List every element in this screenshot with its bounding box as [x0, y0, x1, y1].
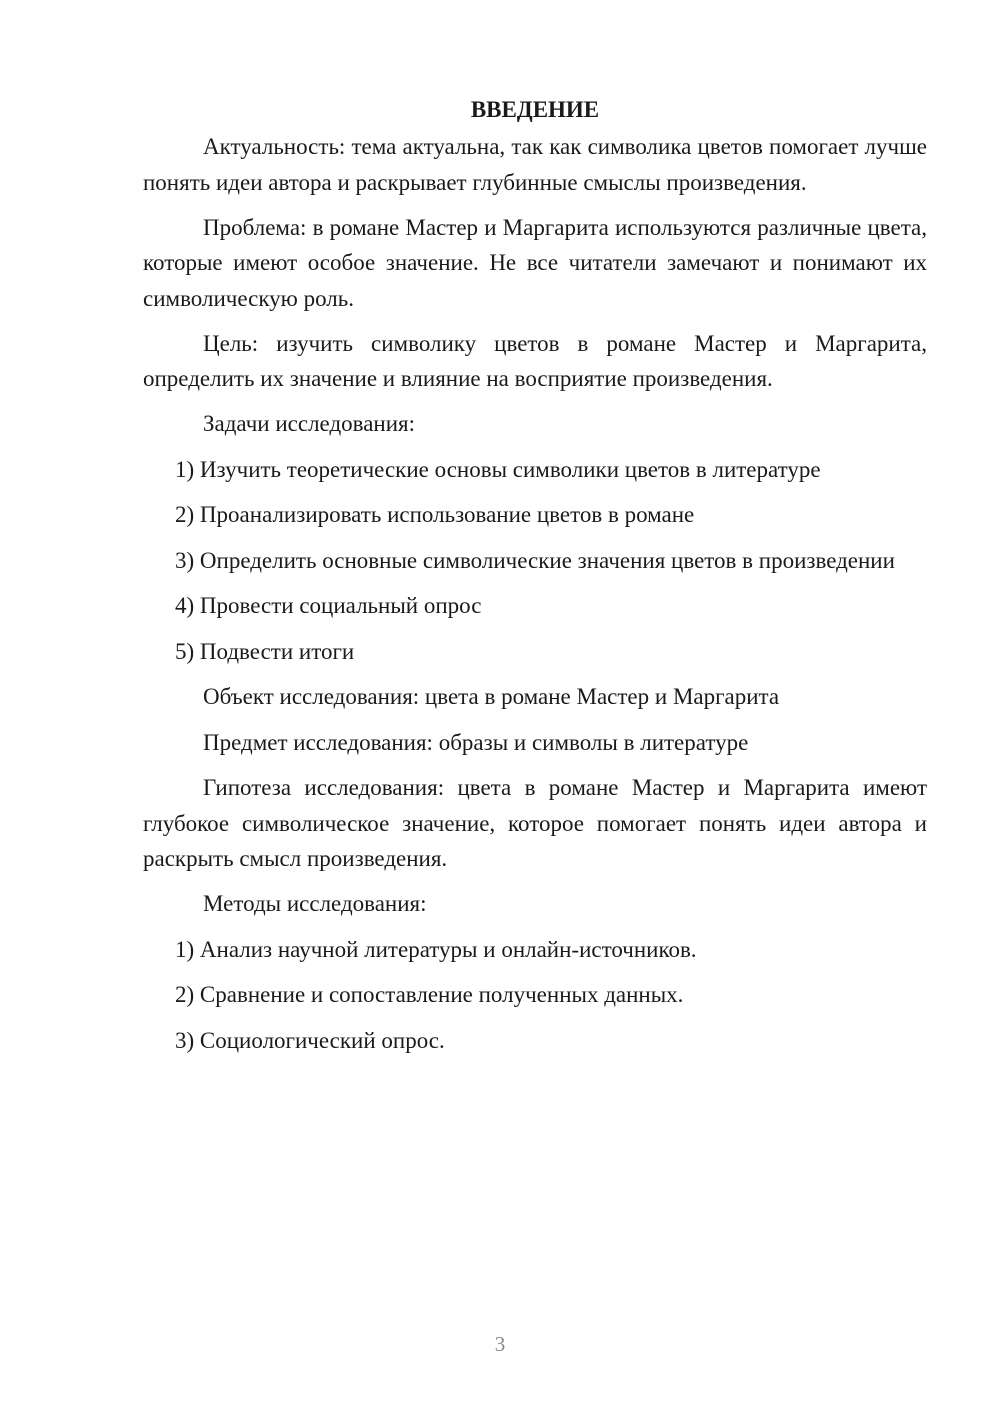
tasks-title: Задачи исследования:: [203, 411, 416, 436]
task-item-5: 5) Подвести итоги: [175, 638, 355, 664]
methods-title: Методы исследования:: [203, 891, 427, 916]
page-number: 3: [494, 1332, 506, 1356]
method-item-3: 3) Социологический опрос.: [175, 1027, 445, 1053]
relevance-paragraph: Актуальность: тема актуальна, так как символика цветов помогает лучше понять идеи автора и раскрывает глубинные смыслы произведения.: [143, 134, 927, 195]
method-item-1: 1) Анализ научной литературы и онлайн-источников.: [175, 936, 697, 962]
object-line: Объект исследования: цвета в романе Мастер и Маргарита: [203, 684, 780, 709]
goal-paragraph: Цель: изучить символику цветов в романе Мастер и Маргарита, определить их значение и влияние на восприятие произведения.: [143, 330, 927, 391]
section-heading: ВВЕДЕНИЕ: [470, 97, 600, 122]
task-item-1: 1) Изучить теоретические основы символики цветов в литературе: [175, 456, 821, 482]
task-item-3: 3) Определить основные символические значения цветов в произведении: [175, 547, 895, 573]
task-item-4: 4) Провести социальный опрос: [175, 593, 482, 618]
page-content: [143, 92, 927, 1068]
method-item-2: 2) Сравнение и сопоставление полученных данных.: [175, 982, 684, 1007]
hypothesis-paragraph: Гипотеза исследования: цвета в романе Мастер и Маргарита имеют глубокое символическое значение, которое помогает понять идеи автора и раскрыть смысл произведения.: [143, 775, 927, 871]
subject-line: Предмет исследования: образы и символы в литературе: [203, 729, 749, 755]
problem-paragraph: Проблема: в романе Мастер и Маргарита используются различные цвета, которые имеют особое значение. Не все читатели замечают и понимают их символическую роль.: [143, 214, 927, 311]
task-item-2: 2) Проанализировать использование цветов в романе: [175, 502, 695, 527]
